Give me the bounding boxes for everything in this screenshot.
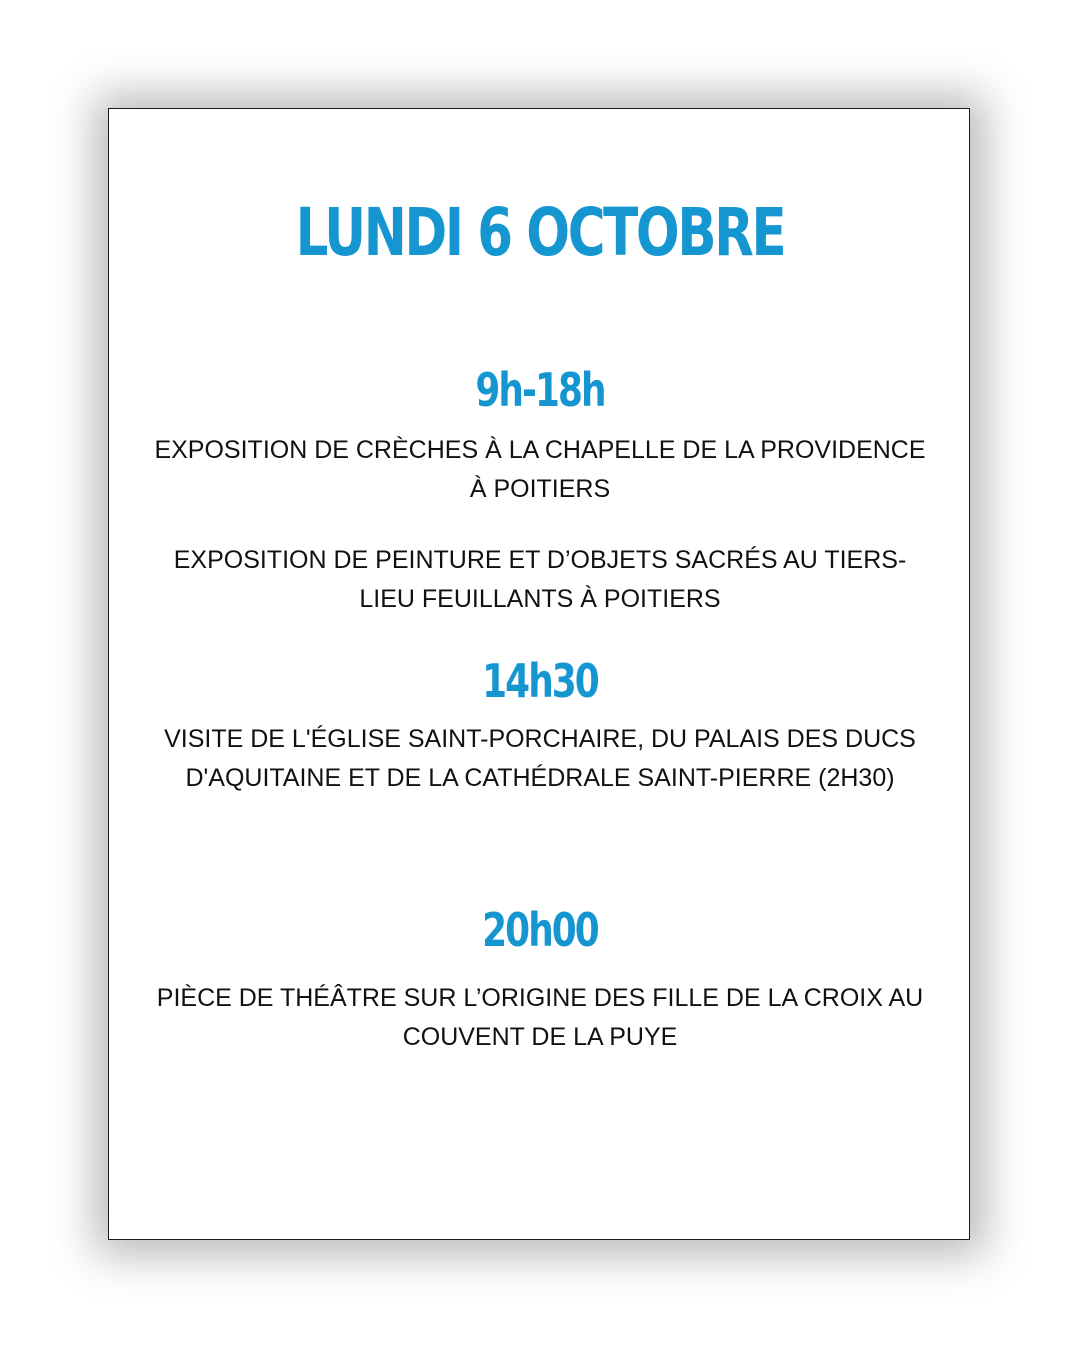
event-description-1b: EXPOSITION DE PEINTURE ET D’OBJETS SACRÉS AU TIERS-LIEU FEUILLANTS À POITIERS [173, 546, 907, 613]
event-time-3: 20h00 [482, 903, 598, 957]
event-description-2: VISITE DE L'ÉGLISE SAINT-PORCHAIRE, DU PALAIS DES DUCS D'AQUITAINE ET DE LA CATHÉDRALE SAINT-PIERRE (2H30) [164, 725, 916, 792]
event-time-1: 9h-18h [475, 363, 605, 417]
event-description-3: PIÈCE DE THÉÂTRE SUR L’ORIGINE DES FILLE DE LA CROIX AU COUVENT DE LA PUYE [156, 984, 924, 1051]
event-time-2: 14h30 [482, 654, 598, 708]
page-title: LUNDI 6 OCTOBRE [295, 194, 785, 271]
event-description-1a: EXPOSITION DE CRÈCHES À LA CHAPELLE DE LA PROVIDENCE À POITIERS [154, 436, 926, 503]
